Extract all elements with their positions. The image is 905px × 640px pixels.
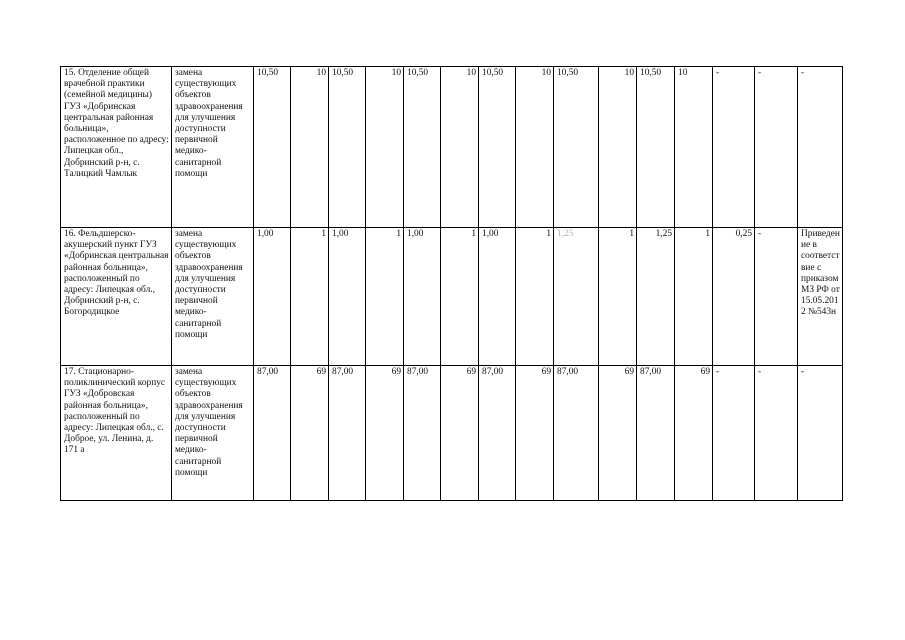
value-cell: 10,50 (329, 67, 366, 228)
note-cell: - (798, 366, 843, 501)
value-cell: 10,50 (479, 67, 516, 228)
value-cell: 87,00 (404, 366, 441, 501)
value-cell: 10 (599, 67, 637, 228)
value-cell: 69 (675, 366, 713, 501)
value-cell: - (713, 67, 755, 228)
value-cell: 87,00 (554, 366, 599, 501)
value-cell: 10 (675, 67, 713, 228)
value-cell: 87,00 (254, 366, 291, 501)
value-cell: 1 (366, 228, 404, 366)
value-cell: 69 (291, 366, 329, 501)
value-cell: 69 (441, 366, 479, 501)
value-cell: - (755, 366, 798, 501)
note-cell: - (798, 67, 843, 228)
facilities-table (60, 66, 843, 501)
value-cell: - (755, 67, 798, 228)
value-cell: 10 (366, 67, 404, 228)
facility-purpose: замена существующих объектов здравоохранения для улучшения доступности первичной медико-санитарной помощи (172, 67, 254, 228)
value-cell: 1 (291, 228, 329, 366)
value-cell: 1 (516, 228, 554, 366)
table-row (61, 67, 843, 228)
facility-purpose: замена существующих объектов здравоохранения для улучшения доступности первичной медико-санитарной помощи (172, 228, 254, 366)
value-cell: 10,50 (254, 67, 291, 228)
value-cell: 87,00 (637, 366, 675, 501)
value-cell: 1,25 (554, 228, 599, 366)
value-cell: 1,00 (254, 228, 291, 366)
table-row (61, 366, 843, 501)
value-cell: 10 (441, 67, 479, 228)
note-cell: Приведение в соответствие с приказом МЗ РФ от 15.05.2012 №543н (798, 228, 843, 366)
value-cell: 87,00 (479, 366, 516, 501)
value-cell: 0,25 (713, 228, 755, 366)
value-cell: 10 (291, 67, 329, 228)
value-cell: 69 (516, 366, 554, 501)
value-cell: 10,50 (404, 67, 441, 228)
value-cell: 87,00 (329, 366, 366, 501)
value-cell: - (755, 228, 798, 366)
value-cell: 10,50 (554, 67, 599, 228)
value-cell: 69 (599, 366, 637, 501)
value-cell: 10 (516, 67, 554, 228)
value-cell: 1 (599, 228, 637, 366)
value-cell: 10,50 (637, 67, 675, 228)
facility-purpose: замена существующих объектов здравоохранения для улучшения доступности первичной медико-санитарной помощи (172, 366, 254, 501)
value-cell: 1,00 (404, 228, 441, 366)
table-row (61, 228, 843, 366)
value-cell: 1,00 (479, 228, 516, 366)
value-cell: - (713, 366, 755, 501)
facility-name: 15. Отделение общей врачебной практики (семейной медицины) ГУЗ «Добринская центральная районная больница», расположенное по адресу: Липецкая обл., Добринский р-н, с. Талицкий Чамлык (61, 67, 172, 228)
facility-name: 17. Стационарно-поликлинический корпус ГУЗ «Добровская районная больница», расположенный по адресу: Липецкая обл., с. Доброе, ул. Ленина, д. 171 а (61, 366, 172, 501)
value-cell: 1 (675, 228, 713, 366)
value-cell: 1,25 (637, 228, 675, 366)
value-cell: 69 (366, 366, 404, 501)
facility-name: 16. Фельдшерско-акушерский пункт ГУЗ «Добринская центральная районная больница», расположенный по адресу: Липецкая обл., Добринский р-н, с. Богородицкое (61, 228, 172, 366)
value-cell: 1,00 (329, 228, 366, 366)
value-cell: 1 (441, 228, 479, 366)
